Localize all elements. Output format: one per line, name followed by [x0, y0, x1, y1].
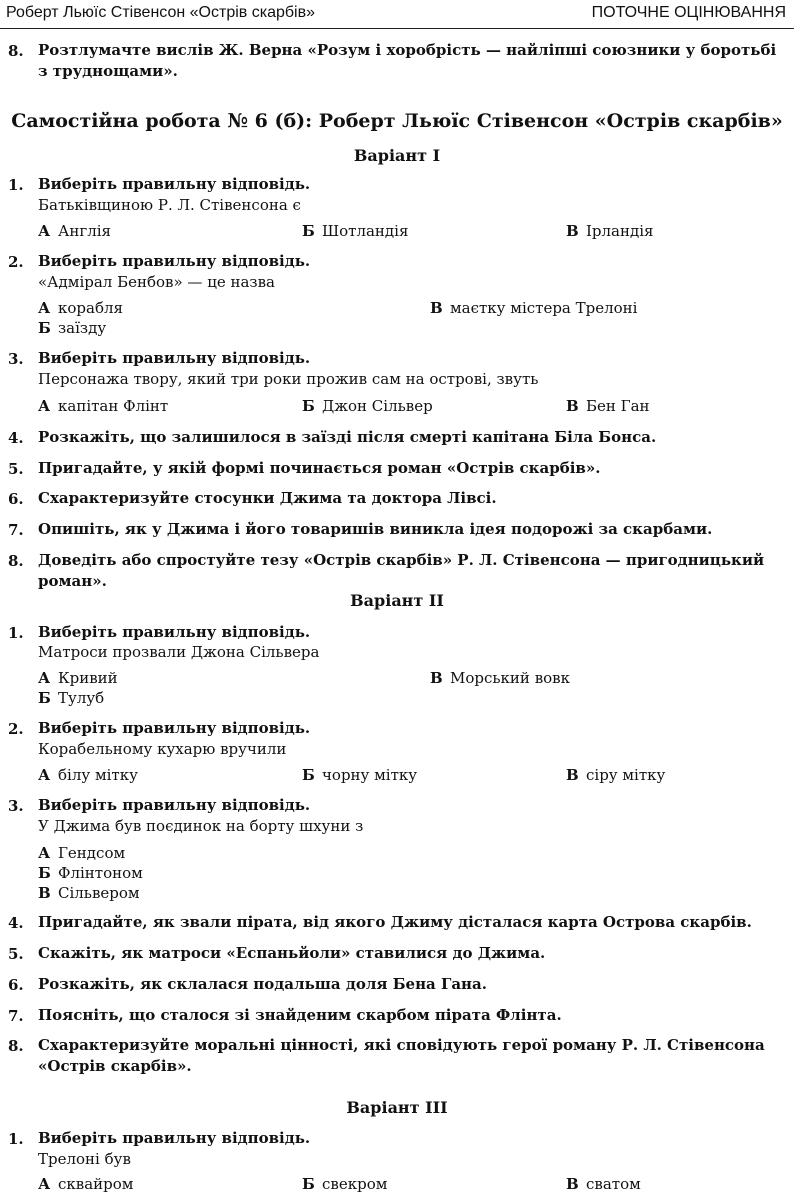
option-text: Сільвером	[58, 884, 140, 902]
question-stem: «Адмірал Бенбов» — це назва	[38, 273, 275, 291]
question-number: 1.	[8, 1130, 24, 1148]
answer-option-c[interactable]	[430, 299, 637, 317]
answer-option-a[interactable]	[38, 844, 125, 862]
question-prompt: Виберіть правильну відповідь.	[38, 719, 311, 737]
variant-2-heading: Варіант II	[350, 591, 444, 610]
question-text: Розкажіть, що залишилося в заїзді після смерті капітана Біла Бонса.	[38, 428, 657, 446]
answer-option-b[interactable]	[302, 1175, 387, 1193]
question-prompt: Виберіть правильну відповідь.	[38, 175, 311, 193]
option-text: Бен Ган	[586, 397, 650, 415]
question-text: Пригадайте, як звали пірата, від якого Джиму дісталася карта Острова скарбів.	[38, 913, 752, 931]
option-text: Ірландія	[586, 222, 654, 240]
option-letter: Б	[38, 864, 51, 882]
question-prompt: Виберіть правильну відповідь.	[38, 252, 311, 270]
option-text: Гендсом	[58, 844, 126, 862]
option-letter: А	[38, 397, 51, 415]
answer-option-b[interactable]	[38, 689, 104, 707]
question-number: 5.	[8, 945, 24, 963]
answer-option-c[interactable]	[566, 397, 650, 415]
option-letter: Б	[302, 766, 315, 784]
question-prompt: Виберіть правильну відповідь.	[38, 349, 311, 367]
question-number: 7.	[8, 521, 24, 539]
question-number: 1.	[8, 176, 24, 194]
option-letter: А	[38, 766, 51, 784]
question-text: Пригадайте, у якій формі починається роман «Острів скарбів».	[38, 459, 601, 477]
question-text: Схарактеризуйте моральні цінності, які сповідують герої роману Р. Л. Стівенсона «Острів скарбів».	[38, 1036, 765, 1075]
question-stem: Персонажа твору, який три роки прожив сам на острові, звуть	[38, 370, 539, 388]
answer-option-c[interactable]	[566, 222, 654, 240]
option-text: Джон Сільвер	[322, 397, 433, 415]
question-text: Розкажіть, як склалася подальша доля Бена Гана.	[38, 975, 487, 993]
question-number: 8.	[8, 552, 24, 570]
option-letter: В	[430, 669, 443, 687]
option-text: Морський вовк	[450, 669, 570, 687]
option-letter: Б	[302, 397, 315, 415]
question-number: 6.	[8, 490, 24, 508]
question-stem: Матроси прозвали Джона Сільвера	[38, 643, 320, 661]
option-letter: В	[38, 884, 51, 902]
question-stem: Батьківщиною Р. Л. Стівенсона є	[38, 196, 301, 214]
intro-number: 8.	[8, 42, 24, 60]
page-title: Самостійна робота № 6 (б): Роберт Льюїс Стівенсон «Острів скарбів»	[11, 110, 783, 132]
question-stem: Трелоні був	[38, 1150, 131, 1168]
question-number: 7.	[8, 1007, 24, 1025]
option-letter: А	[38, 669, 51, 687]
option-letter: В	[566, 222, 579, 240]
question-text: Поясніть, що сталося зі знайденим скарбом пірата Флінта.	[38, 1006, 562, 1024]
option-text: сіру мітку	[586, 766, 666, 784]
header-left-title: Роберт Льюїс Стівенсон «Острів скарбів»	[6, 4, 315, 21]
option-letter: Б	[38, 689, 51, 707]
answer-option-c[interactable]	[38, 884, 140, 902]
question-number: 5.	[8, 460, 24, 478]
answer-option-b[interactable]	[302, 766, 417, 784]
option-text: свекром	[322, 1175, 388, 1193]
question-text: Схарактеризуйте стосунки Джима та доктора Лівсі.	[38, 489, 497, 507]
option-text: Тулуб	[58, 689, 105, 707]
option-letter: А	[38, 299, 51, 317]
option-text: заїзду	[58, 319, 107, 337]
option-letter: А	[38, 1175, 51, 1193]
question-number: 4.	[8, 429, 24, 447]
option-letter: В	[566, 397, 579, 415]
option-text: Англія	[58, 222, 112, 240]
answer-option-b[interactable]	[38, 319, 106, 337]
answer-option-a[interactable]	[38, 222, 111, 240]
question-number: 3.	[8, 350, 24, 368]
intro-question: Розтлумачте вислів Ж. Верна «Розум і хоробрість — найліпші союзники у боротьбі з труднощами».	[38, 41, 777, 80]
answer-option-c[interactable]	[566, 1175, 641, 1193]
question-text: Доведіть або спростуйте тезу «Острів скарбів» Р. Л. Стівенсона — пригодницький роман».	[38, 551, 765, 590]
option-text: маєтку містера Трелоні	[450, 299, 638, 317]
option-letter: А	[38, 844, 51, 862]
option-text: капітан Флінт	[58, 397, 169, 415]
question-number: 8.	[8, 1037, 24, 1055]
answer-option-a[interactable]	[38, 299, 123, 317]
question-text: Скажіть, як матроси «Еспаньйоли» ставилися до Джима.	[38, 944, 546, 962]
answer-option-a[interactable]	[38, 1175, 133, 1193]
option-text: сватом	[586, 1175, 641, 1193]
question-number: 3.	[8, 797, 24, 815]
question-number: 2.	[8, 253, 24, 271]
question-prompt: Виберіть правильну відповідь.	[38, 623, 311, 641]
answer-option-b[interactable]	[302, 222, 408, 240]
answer-option-a[interactable]	[38, 669, 118, 687]
option-letter: Б	[302, 222, 315, 240]
option-letter: А	[38, 222, 51, 240]
variant-1-heading: Варіант I	[353, 146, 441, 165]
answer-option-c[interactable]	[566, 766, 665, 784]
question-stem: У Джима був поєдинок на борту шхуни з	[38, 817, 364, 835]
question-number: 4.	[8, 914, 24, 932]
option-letter: Б	[38, 319, 51, 337]
answer-option-b[interactable]	[38, 864, 143, 882]
answer-option-b[interactable]	[302, 397, 433, 415]
question-text: Опишіть, як у Джима і його товаришів виникла ідея подорожі за скарбами.	[38, 520, 713, 538]
option-text: Флінтоном	[58, 864, 143, 882]
page-header	[0, 0, 794, 29]
answer-option-a[interactable]	[38, 397, 168, 415]
option-letter: В	[430, 299, 443, 317]
variant-3-heading: Варіант III	[346, 1098, 448, 1117]
header-right-title: ПОТОЧНЕ ОЦІНЮВАННЯ	[591, 4, 786, 21]
question-number: 1.	[8, 624, 24, 642]
question-prompt: Виберіть правильну відповідь.	[38, 796, 311, 814]
answer-option-c[interactable]	[430, 669, 570, 687]
option-text: білу мітку	[58, 766, 138, 784]
question-stem: Корабельному кухарю вручили	[38, 740, 287, 758]
option-text: Кривий	[58, 669, 118, 687]
question-number: 6.	[8, 976, 24, 994]
option-text: Шотландія	[322, 222, 409, 240]
option-letter: В	[566, 766, 579, 784]
option-text: сквайром	[58, 1175, 134, 1193]
question-number: 2.	[8, 720, 24, 738]
option-text: чорну мітку	[322, 766, 418, 784]
option-letter: Б	[302, 1175, 315, 1193]
option-text: корабля	[58, 299, 123, 317]
answer-option-a[interactable]	[38, 766, 138, 784]
question-prompt: Виберіть правильну відповідь.	[38, 1129, 311, 1147]
option-letter: В	[566, 1175, 579, 1193]
